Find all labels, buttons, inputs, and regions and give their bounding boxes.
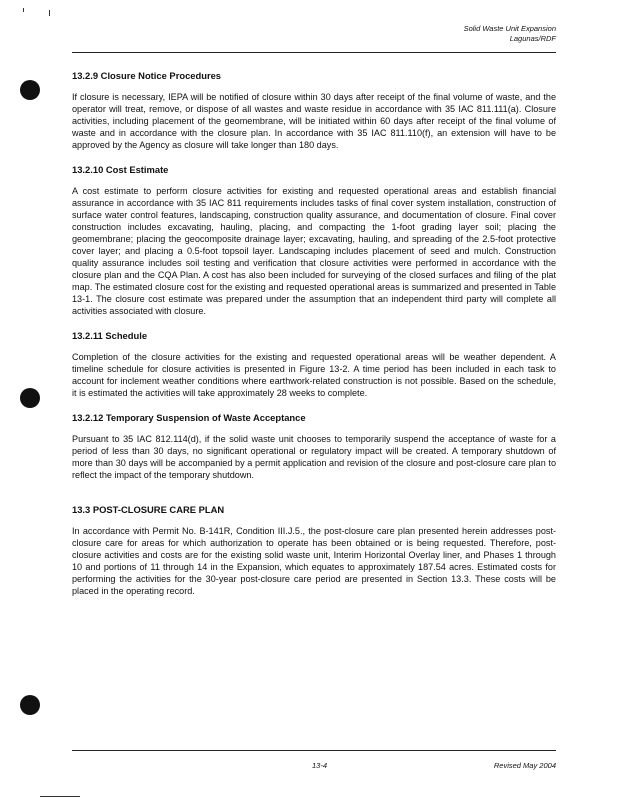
section-heading-temporary-suspension: 13.2.12 Temporary Suspension of Waste Acceptance <box>72 412 306 423</box>
page-number: 13-4 <box>312 761 328 770</box>
section-heading-cost-estimate: 13.2.10 Cost Estimate <box>72 164 169 175</box>
section-heading-post-closure: 13.3 POST-CLOSURE CARE PLAN <box>72 504 225 515</box>
scan-mark-top <box>49 10 50 16</box>
paragraph-cost-estimate: A cost estimate to perform closure activities for existing and requested operational areas and establish financial assurance in accordance with 35 IAC 811 requirements includes tasks of final cover system installation, construction of surface water control features, landscaping, construction quality assurance, and documentation of closure. Final cover construction includes excavating, hauling, placing, and compacting the 1-foot grading layer soil; placing the geomembrane; placing the geocomposite drainage layer; excavating, hauling, and spreading of the 2.5-foot protective cover layer; and placing a 0.5-foot topsoil layer. Landscaping includes placement of seed and mulch. Construction quality assurance includes soil testing and verification that closure activities were performed in accordance with the closure plan and the CQA Plan. A cost has also been included for surveying of the closed surfaces and filing of the plat map. The estimated closure cost for the existing and requested operational areas is summarized and presented in Table 13-1. The closure cost estimate was prepared under the assumption that an independent third party will complete all activities associated with closure. <box>72 186 556 316</box>
punch-hole-middle <box>20 388 40 408</box>
header-line-2: Lagunas/RDF <box>509 34 556 43</box>
section-heading-closure-notice: 13.2.9 Closure Notice Procedures <box>72 70 222 81</box>
footer-rule <box>72 750 556 751</box>
revision-date: Revised May 2004 <box>493 761 556 770</box>
running-header <box>464 24 556 44</box>
scan-mark-top-left <box>23 8 24 12</box>
punch-hole-bottom <box>20 695 40 715</box>
punch-hole-top <box>20 80 40 100</box>
document-body <box>72 70 556 610</box>
paragraph-post-closure: In accordance with Permit No. B-141R, Condition III.J.5., the post-closure care plan presented herein addresses post-closure care for areas for which authorization to operate has been obtained or is being requested. Therefore, post-closure activities and costs are for the existing solid waste unit, Interim Horizontal Overlay liner, and Phases 1 through 10 and portions of 11 through 14 in the Expansion, which equates to approximately 187.54 acres. Estimated costs for performing the activities for the 30-year post-closure care period are presented in Section 13.3. These costs will be placed in the operating record. <box>72 526 556 596</box>
header-rule <box>72 52 556 53</box>
scan-mark-bottom <box>40 796 80 797</box>
paragraph-temporary-suspension: Pursuant to 35 IAC 812.114(d), if the solid waste unit chooses to temporarily suspend the acceptance of waste for a period of less than 30 days, no significant operational or regulatory impact will be created. A temporary shutdown of more than 30 days will be accompanied by a permit application and revision of the closure and post-closure care plan to reflect the impact of the temporary shutdown. <box>72 434 556 480</box>
header-line-1: Solid Waste Unit Expansion <box>463 24 556 33</box>
paragraph-closure-notice: If closure is necessary, IEPA will be notified of closure within 30 days after receipt of the final volume of waste, and the operator will treat, remove, or dispose of all wastes and waste residue in accordance with 35 IAC 811.111(a). Closure activities, including placement of the geomembrane, will be initiated within 60 days after receipt of the final volume of waste and in accordance with the closure plan. In accordance with 35 IAC 811.110(f), an extension will have to be approved by the Agency as closure will take longer than 180 days. <box>72 92 556 150</box>
paragraph-schedule: Completion of the closure activities for the existing and requested operational areas will be weather dependent. A timeline schedule for closure activities is presented in Figure 13-2. A time period has been included in each task to account for inclement weather conditions where earthwork-related construction is not possible. Based on the schedule, it is estimated the activities will take approximately 28 weeks to complete. <box>72 352 556 398</box>
section-heading-schedule: 13.2.11 Schedule <box>72 330 148 341</box>
